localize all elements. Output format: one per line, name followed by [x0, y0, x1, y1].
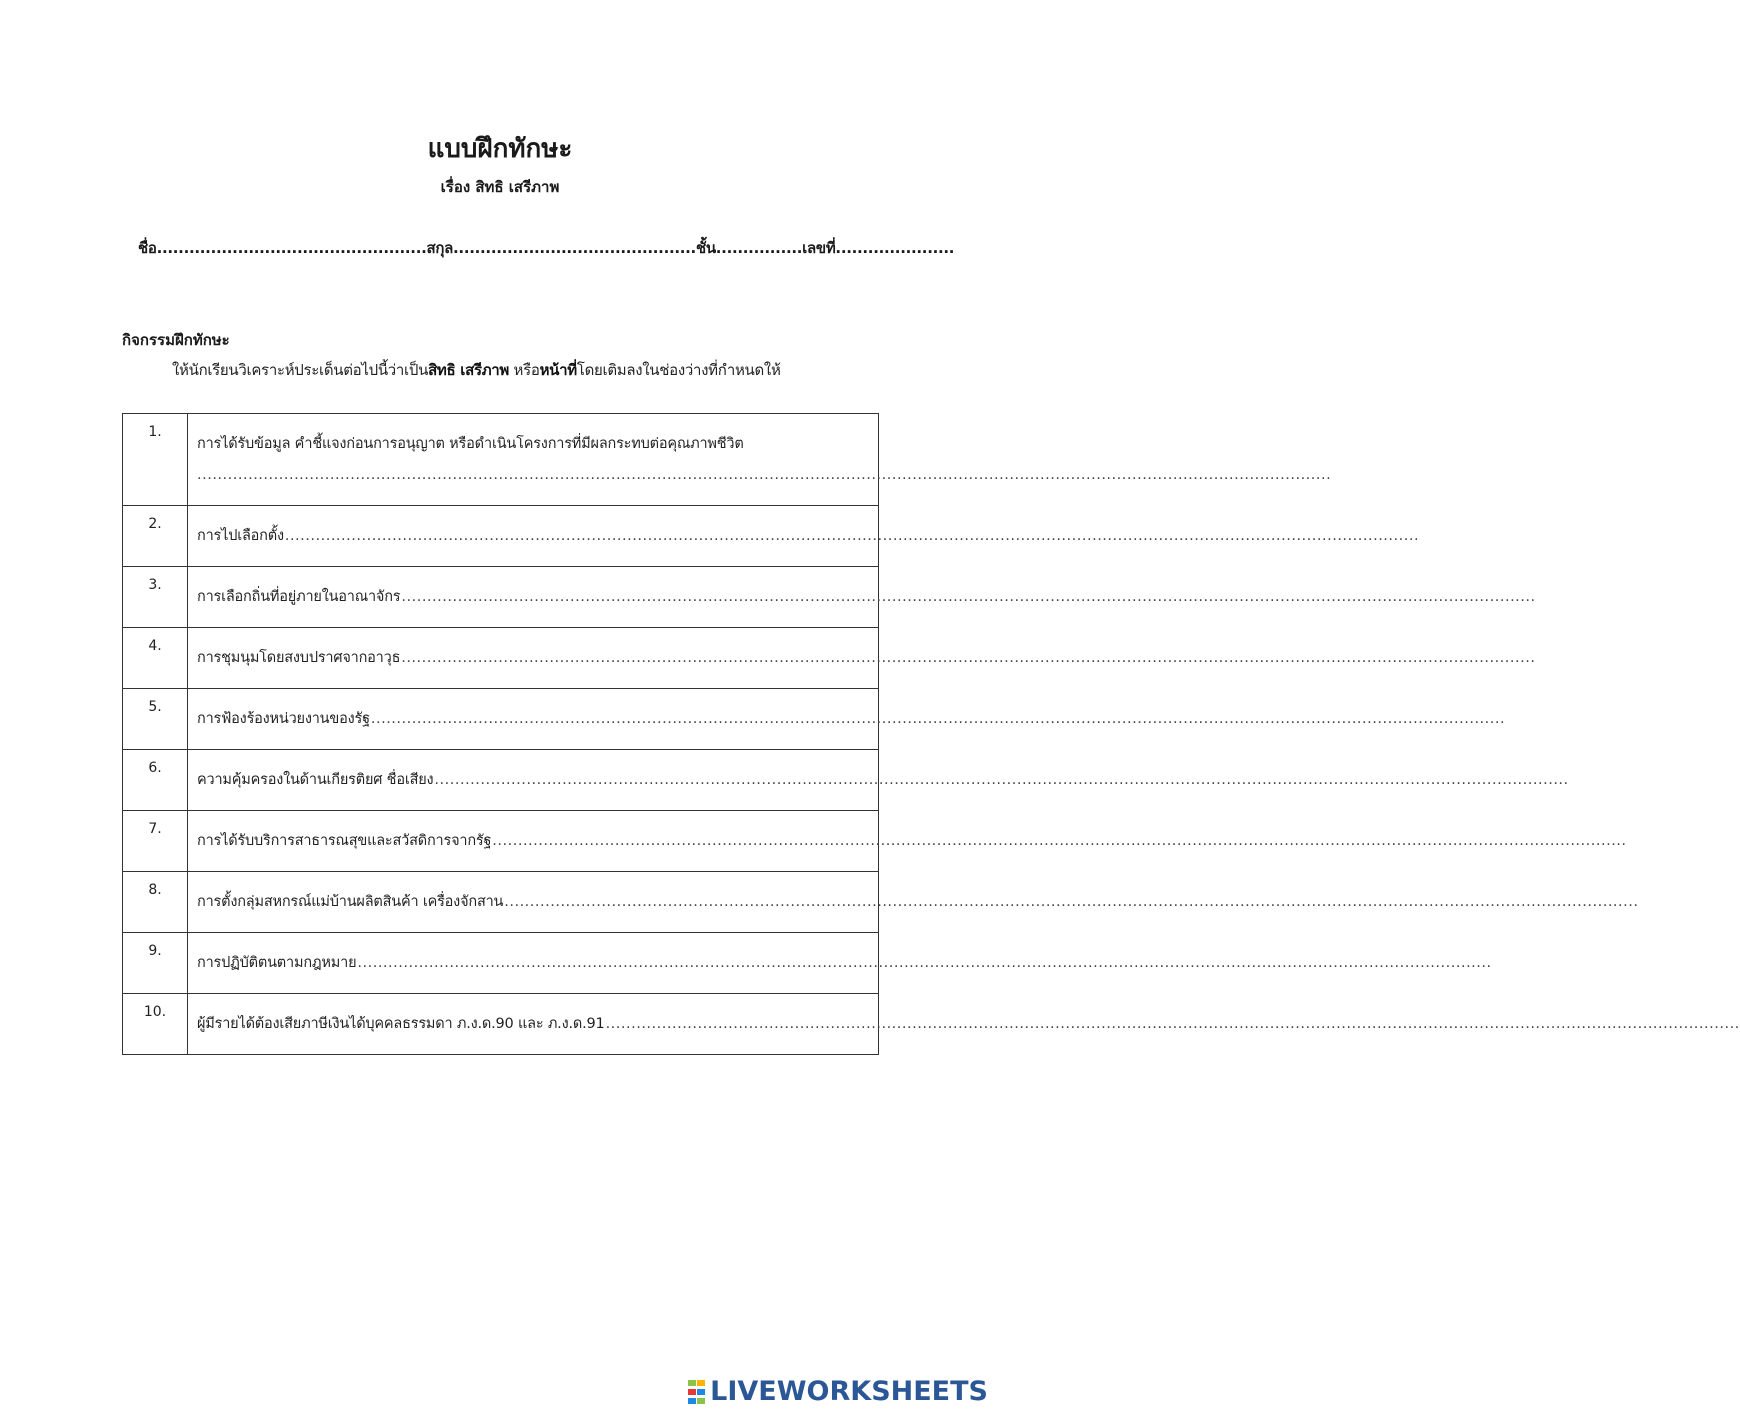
- instruction-part2: หรือ: [509, 361, 540, 379]
- item-text: ผู้มีรายได้ต้องเสียภาษีเงินได้บุคคลธรรมดา ภ.ง.ด.90 และ ภ.ง.ด.91: [197, 1016, 605, 1032]
- table-row: [123, 750, 879, 811]
- table-row: [123, 994, 879, 1055]
- item-number: 7.: [123, 811, 188, 872]
- answer-blank[interactable]: ..............................................................................................................................................................................................................................: [492, 833, 1627, 849]
- liveworksheets-brand[interactable]: [688, 1376, 988, 1407]
- instruction-text: [172, 358, 882, 382]
- item-text: การได้รับข้อมูล คำชี้แจงก่อนการอนุญาต หรือดำเนินโครงการที่มีผลกระทบต่อคุณภาพชีวิต: [197, 436, 744, 452]
- liveworksheets-logo-icon: [688, 1380, 706, 1404]
- worksheet-title: แบบฝึกทักษะ: [427, 134, 573, 164]
- item-text: การฟ้องร้องหน่วยงานของรัฐ: [197, 711, 370, 727]
- item-text: การไปเลือกตั้ง: [197, 528, 284, 544]
- answer-blank[interactable]: ..............................................................................................................................................................................................................................: [197, 467, 1332, 483]
- student-info-line: ชื่อ..................................................สกุล.............................................ชั้น................เลขที่......................: [138, 239, 955, 257]
- answer-blank[interactable]: ..............................................................................................................................................................................................................................: [370, 711, 1506, 727]
- answer-blank[interactable]: ..............................................................................................................................................................................................................................: [357, 955, 1492, 971]
- item-text: ความคุ้มครองในด้านเกียรติยศ ชื่อเสียง: [197, 772, 434, 788]
- answer-blank[interactable]: ..............................................................................................................................................................................................................................: [605, 1016, 1740, 1032]
- item-cell: [188, 994, 1740, 1055]
- answer-blank[interactable]: ..............................................................................................................................................................................................................................: [401, 589, 1536, 605]
- item-cell: [188, 811, 1627, 872]
- item-number: 1.: [123, 414, 188, 506]
- item-number: 4.: [123, 628, 188, 689]
- answer-blank[interactable]: ..............................................................................................................................................................................................................................: [401, 650, 1536, 666]
- item-cell: [188, 750, 1569, 811]
- table-row: [123, 933, 879, 994]
- item-text: การปฏิบัติตนตามกฎหมาย: [197, 955, 357, 971]
- item-cell: [188, 414, 1332, 506]
- instruction-part3: โดยเติมลงในช่องว่างที่กำหนดให้: [576, 361, 781, 379]
- item-cell: [188, 689, 1506, 750]
- answer-blank[interactable]: ..............................................................................................................................................................................................................................: [504, 894, 1639, 910]
- item-text: การได้รับบริการสาธารณสุขและสวัสดิการจากรัฐ: [197, 833, 492, 849]
- answer-blank[interactable]: ..............................................................................................................................................................................................................................: [284, 528, 1420, 544]
- item-text: การเลือกถิ่นที่อยู่ภายในอาณาจักร: [197, 589, 401, 605]
- answer-blank[interactable]: ..............................................................................................................................................................................................................................: [434, 772, 1569, 788]
- item-cell: [188, 567, 1536, 628]
- activity-heading: กิจกรรมฝึกทักษะ: [122, 331, 230, 349]
- table-row: [123, 628, 879, 689]
- table-row: [123, 811, 879, 872]
- items-table: [122, 413, 1740, 1055]
- instruction-bold-duty: หน้าที่: [539, 361, 577, 379]
- worksheet-subtitle: เรื่อง สิทธิ เสรีภาพ: [440, 178, 560, 196]
- item-number: 6.: [123, 750, 188, 811]
- table-row: [123, 567, 879, 628]
- table-row: [123, 872, 879, 933]
- item-number: 3.: [123, 567, 188, 628]
- item-number: 9.: [123, 933, 188, 994]
- item-number: 5.: [123, 689, 188, 750]
- item-cell: [188, 872, 1639, 933]
- item-cell: [188, 628, 1536, 689]
- item-cell: [188, 933, 1492, 994]
- brand-name: LIVEWORKSHEETS: [710, 1376, 988, 1407]
- table-row: [123, 414, 879, 506]
- instruction-part1: ให้นักเรียนวิเคราะห์ประเด็นต่อไปนี้ว่าเป็น: [172, 361, 429, 379]
- table-row: [123, 689, 879, 750]
- item-number: 8.: [123, 872, 188, 933]
- instruction-bold-rights: สิทธิ เสรีภาพ: [428, 361, 510, 379]
- item-number: 10.: [123, 994, 188, 1055]
- table-row: [123, 506, 879, 567]
- item-number: 2.: [123, 506, 188, 567]
- item-text: การชุมนุมโดยสงบปราศจากอาวุธ: [197, 650, 401, 666]
- item-text: การตั้งกลุ่มสหกรณ์แม่บ้านผลิตสินค้า เครื่องจักสาน: [197, 894, 504, 910]
- item-cell: [188, 506, 1420, 567]
